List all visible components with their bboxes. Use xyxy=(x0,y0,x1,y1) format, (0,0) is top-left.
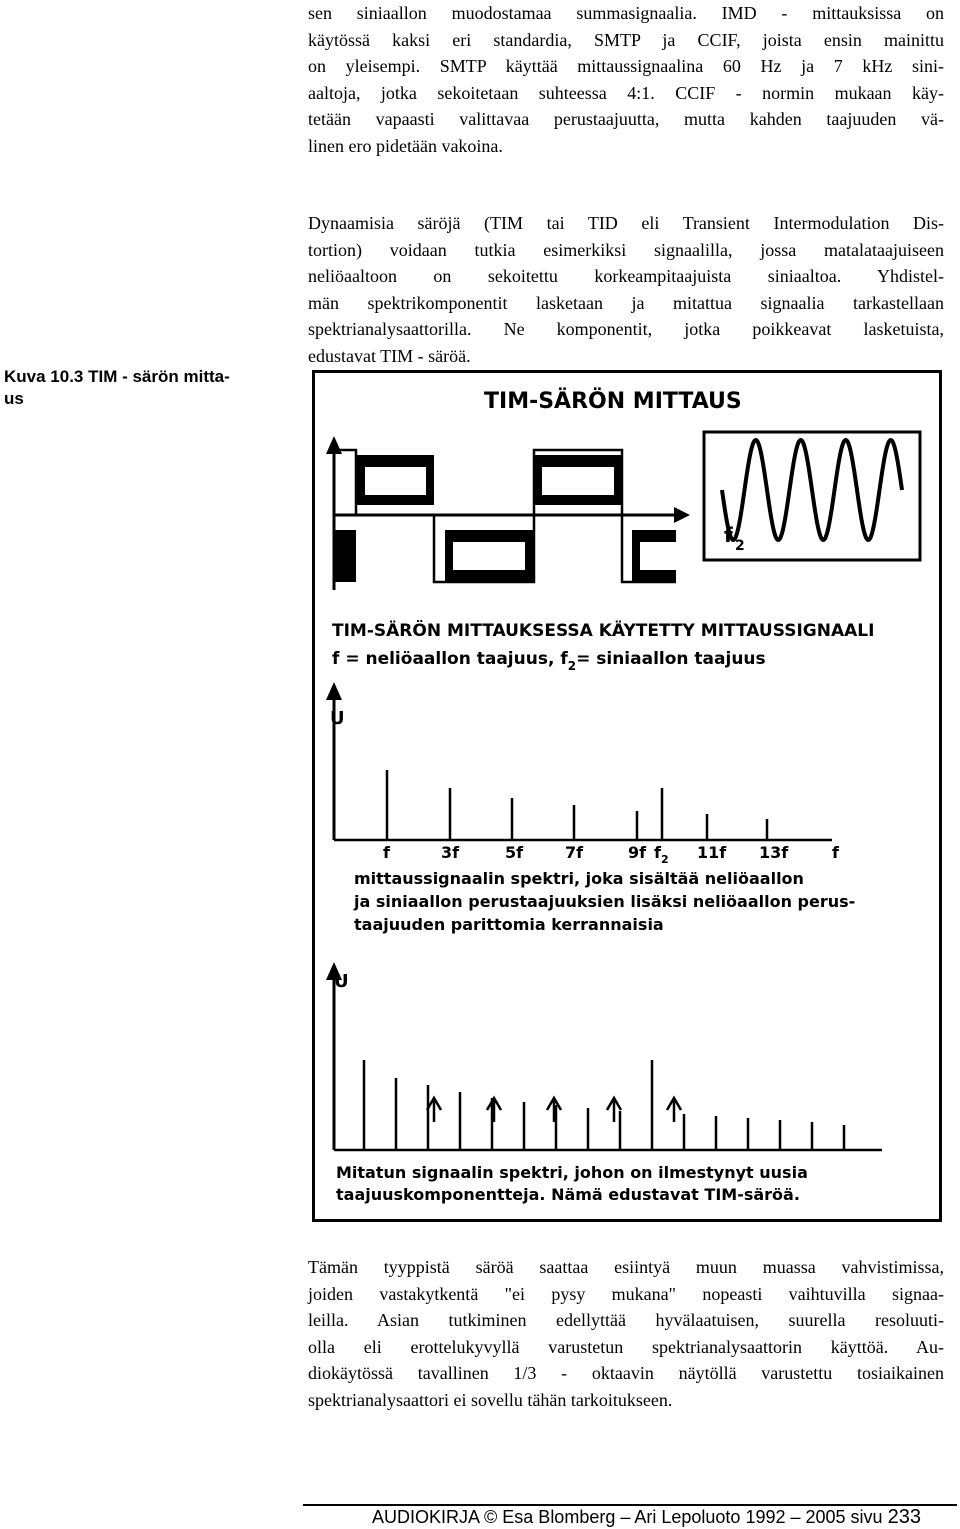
spectrum2-caption-line: Mitatun signaalin spektri, johon on ilmestynyt uusia xyxy=(336,1163,808,1182)
text-line: sen siniaallon muodostamaa summasignaalia. IMD - mittauksissa on xyxy=(308,3,944,23)
caption-line: us xyxy=(4,389,24,408)
caption-line: Kuva 10.3 TIM - särön mitta- xyxy=(4,367,230,386)
freq-label: f xyxy=(383,843,390,862)
text-line: diokäytössä tavallinen 1/3 - oktaavin näytöllä varustettu tosiaikainen xyxy=(308,1363,944,1384)
text-line: joiden vastakytkentä "ei pysy mukana" nopeasti vaihtuvilla signaa- xyxy=(308,1283,944,1304)
freq-label: $f_2$ xyxy=(654,843,669,866)
text-line: Tämän tyyppistä säröä saattaa esiintyä muun muassa vahvistimissa, xyxy=(308,1257,944,1277)
text-line: käytössä kaksi eri standardia, SMTP ja CCIF, joista ensin mainittu xyxy=(308,29,944,50)
figure-title: TIM-SÄRÖN MITTAUS xyxy=(484,389,742,414)
spectrum2-caption-line: taajuuskomponentteja. Nämä edustavat TIM-säröä. xyxy=(336,1185,800,1204)
text-line: leilla. Asian tutkiminen edellyttää hyvälaatuisen, suurella resoluuti- xyxy=(308,1310,944,1331)
text-line: spektrianalysaattorilla. Ne komponentit, jotka poikkeavat lasketuista, xyxy=(308,319,944,340)
page-number: 233 xyxy=(887,1506,921,1528)
spectrum1-caption-line: taajuuden parittomia kerrannaisia xyxy=(354,915,664,934)
freq-label: 3f xyxy=(441,843,460,862)
footer-rule xyxy=(303,1504,957,1506)
signal-definition: f = neliöaallon taajuus, $f_2=$ siniaallon taajuus xyxy=(332,649,766,673)
text-line: aaltoja, jotka sekoitetaan suhteessa 4:1. CCIF - normin mukaan käy- xyxy=(308,82,944,103)
spectrum1-caption-line: ja siniaallon perustaajuuksien lisäksi neliöaallon perus- xyxy=(354,892,856,911)
freq-label: 9f xyxy=(628,843,647,862)
signal-heading: TIM-SÄRÖN MITTAUKSESSA KÄYTETTY MITTAUSSIGNAALI xyxy=(332,621,875,641)
f2-label: f xyxy=(724,523,733,547)
text-line: tortion) voidaan tutkia esimerkiksi signaalilla, jossa matalataajuiseen xyxy=(308,239,944,260)
freq-label: 7f xyxy=(565,843,584,862)
page-footer xyxy=(372,1507,921,1527)
tim-paragraph xyxy=(308,210,944,370)
spectrum1-caption-line: mittaussignaalin spektri, joka sisältää neliöaallon xyxy=(354,869,804,888)
text-line: spektrianalysaattori ei sovellu tähän tarkoitukseen. xyxy=(308,1389,673,1410)
freq-label: 13f xyxy=(759,843,789,862)
outro-paragraph xyxy=(308,1254,944,1414)
text-line: linen ero pidetään vakoina. xyxy=(308,135,503,156)
figure-caption xyxy=(4,366,294,410)
tim-measurement-figure xyxy=(312,370,942,1222)
text-line: neliöaaltoon on sekoitettu korkeampitaajuista siniaaltoa. Yhdistel- xyxy=(308,266,944,287)
freq-label: f xyxy=(832,843,839,862)
text-line: olla eli erottelukyvyllä varustetun spektrianalysaattorin käyttöä. Au- xyxy=(308,1336,944,1357)
freq-label: 5f xyxy=(505,843,524,862)
spectrum2-axis-label: U xyxy=(334,971,349,992)
intro-paragraph xyxy=(308,0,944,160)
text-line: Dynaamisia säröjä (TIM tai TID eli Transient Intermodulation Dis- xyxy=(308,213,944,233)
text-line: tetään vapaasti valittavaa perustaajuutta, mutta kahden taajuuden vä- xyxy=(308,109,944,130)
f2-sub: 2 xyxy=(735,538,745,554)
text-line: on yleisempi. SMTP käyttää mittaussignaalina 60 Hz ja 7 kHz sini- xyxy=(308,56,944,77)
spectrum1-axis-label: U xyxy=(330,708,345,729)
freq-label: 11f xyxy=(697,843,727,862)
text-line: män spektrikomponentit lasketaan ja mitattua signaalia tarkastellaan xyxy=(308,292,944,313)
text-line: edustavat TIM - säröä. xyxy=(308,345,471,366)
footer-text: AUDIOKIRJA © Esa Blomberg – Ari Lepoluoto 1992 – 2005 sivu xyxy=(372,1507,883,1527)
